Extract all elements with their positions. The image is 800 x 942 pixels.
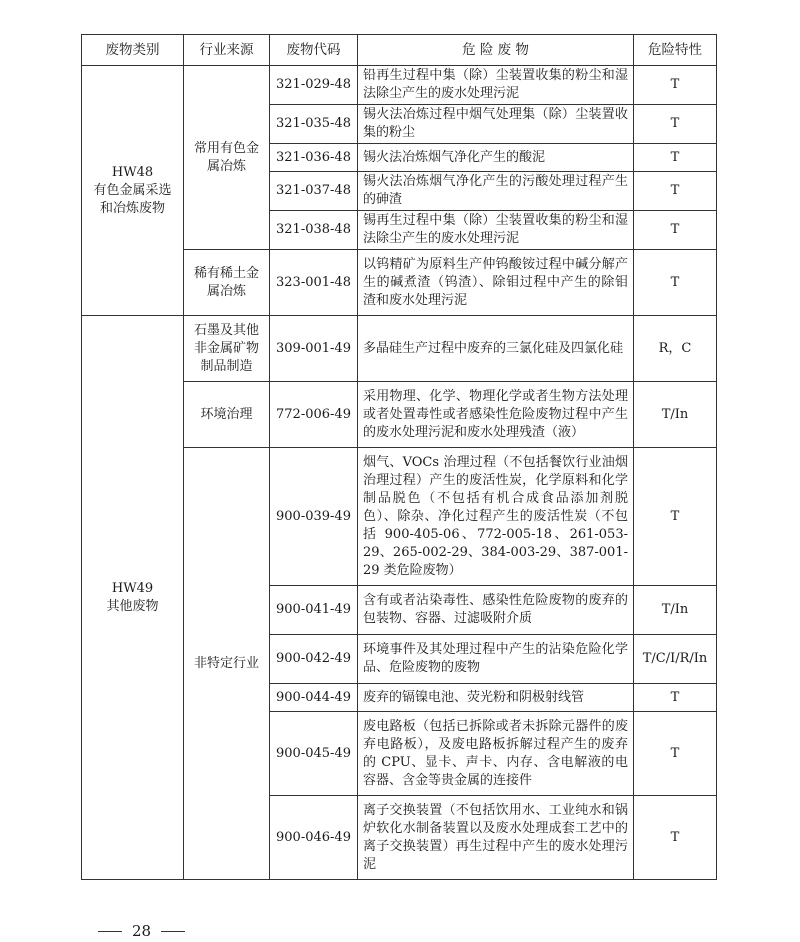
waste-code: 900-044-49 <box>270 684 358 712</box>
table-row <box>82 66 717 105</box>
waste-description: 锡火法冶炼烟气净化产生的酸泥 <box>358 144 634 172</box>
waste-description: 锡火法冶炼过程中烟气处理集（除）尘装置收集的粉尘 <box>358 105 634 144</box>
source-cell <box>184 316 270 382</box>
hazardous-waste-table <box>81 34 717 880</box>
hazard-property: T/In <box>634 382 717 448</box>
waste-description: 铅再生过程中集（除）尘装置收集的粉尘和湿法除尘产生的废水处理污泥 <box>358 66 634 105</box>
waste-description: 废电路板（包括已拆除或者未拆除元器件的废弃电路板），及废电路板拆解过程产生的废弃的 CPU、显卡、声卡、内存、含电解液的电容器、含金等贵金属的连接件 <box>358 712 634 796</box>
page-footer <box>98 922 185 940</box>
waste-code: 900-041-49 <box>270 586 358 635</box>
hazard-property: T/In <box>634 586 717 635</box>
hazard-property: T <box>634 172 717 211</box>
source-label: 石墨及其他 非金属矿物 制品制造 <box>193 322 259 374</box>
source-label: 稀有稀土金 属冶炼 <box>193 265 259 299</box>
category-hw49 <box>82 316 184 880</box>
header-code: 废物代码 <box>270 35 358 66</box>
hazard-property: T <box>634 105 717 144</box>
hazard-property: T <box>634 448 717 586</box>
waste-code: 900-042-49 <box>270 635 358 684</box>
waste-description: 废弃的镉镍电池、荧光粉和阴极射线管 <box>358 684 634 712</box>
source-label: 环境治理 <box>200 406 253 422</box>
waste-description: 锡再生过程中集（除）尘装置收集的粉尘和湿法除尘产生的废水处理污泥 <box>358 211 634 250</box>
header-category: 废物类别 <box>82 35 184 66</box>
source-cell <box>184 382 270 448</box>
header-waste: 危 险 废 物 <box>358 35 634 66</box>
category-name-line: 其他废物 <box>106 598 159 614</box>
hazard-property: T/C/I/R/In <box>634 635 717 684</box>
category-hw48 <box>82 66 184 316</box>
waste-code: 321-037-48 <box>270 172 358 211</box>
source-cell <box>184 66 270 250</box>
category-code: HW49 <box>111 580 154 596</box>
waste-code: 900-045-49 <box>270 712 358 796</box>
header-source: 行业来源 <box>184 35 270 66</box>
waste-code: 772-006-49 <box>270 382 358 448</box>
category-code: HW48 <box>111 164 154 180</box>
footer-dash-right <box>161 931 185 932</box>
waste-code: 900-046-49 <box>270 796 358 880</box>
header-property: 危险特性 <box>634 35 717 66</box>
source-cell <box>184 250 270 316</box>
waste-description: 采用物理、化学、物理化学或者生物方法处理或者处置毒性或者感染性危险废物过程中产生的废水处理污泥和废水处理残渣（液） <box>358 382 634 448</box>
waste-description: 锡火法冶炼烟气净化产生的污酸处理过程产生的砷渣 <box>358 172 634 211</box>
hazard-property: T <box>634 211 717 250</box>
page-number: 28 <box>132 922 152 940</box>
waste-description: 烟气、VOCs 治理过程（不包括餐饮行业油烟治理过程）产生的废活性炭，化学原料和化学制品脱色（不包括有机合成食品添加剂脱色）、除杂、净化过程产生的废活性炭（不包括 900-405-06、772-005-18、261-053-29、265-002-29、384-003-29、387-001-29 类危险废物） <box>358 448 634 586</box>
waste-code: 900-039-49 <box>270 448 358 586</box>
table-row <box>82 316 717 382</box>
waste-code: 321-035-48 <box>270 105 358 144</box>
table-header-row <box>82 35 717 66</box>
waste-description: 离子交换装置（不包括饮用水、工业纯水和锅炉软化水制备装置以及废水处理成套工艺中的离子交换装置）再生过程中产生的废水处理污泥 <box>358 796 634 880</box>
waste-description: 多晶硅生产过程中废弃的三氯化硅及四氯化硅 <box>358 316 634 382</box>
source-label: 非特定行业 <box>193 655 259 671</box>
hazard-property: R，C <box>634 316 717 382</box>
hazard-property: T <box>634 66 717 105</box>
waste-description: 含有或者沾染毒性、感染性危险废物的废弃的包装物、容器、过滤吸附介质 <box>358 586 634 635</box>
waste-code: 321-036-48 <box>270 144 358 172</box>
hazard-property: T <box>634 250 717 316</box>
source-label: 常用有色金 属冶炼 <box>193 140 259 174</box>
waste-description: 环境事件及其处理过程中产生的沾染危险化学品、危险废物的废物 <box>358 635 634 684</box>
waste-code: 309-001-49 <box>270 316 358 382</box>
category-name-line: 有色金属采选 <box>93 182 172 198</box>
hazard-property: T <box>634 796 717 880</box>
hazard-property: T <box>634 144 717 172</box>
waste-code: 323-001-48 <box>270 250 358 316</box>
waste-code: 321-038-48 <box>270 211 358 250</box>
hazard-property: T <box>634 684 717 712</box>
footer-dash-left <box>98 931 122 932</box>
waste-description: 以钨精矿为原料生产仲钨酸铵过程中碱分解产生的碱煮渣（钨渣）、除钼过程中产生的除钼渣和废水处理污泥 <box>358 250 634 316</box>
source-cell <box>184 448 270 880</box>
category-name-line: 和冶炼废物 <box>99 200 165 216</box>
waste-code: 321-029-48 <box>270 66 358 105</box>
hazard-property: T <box>634 712 717 796</box>
